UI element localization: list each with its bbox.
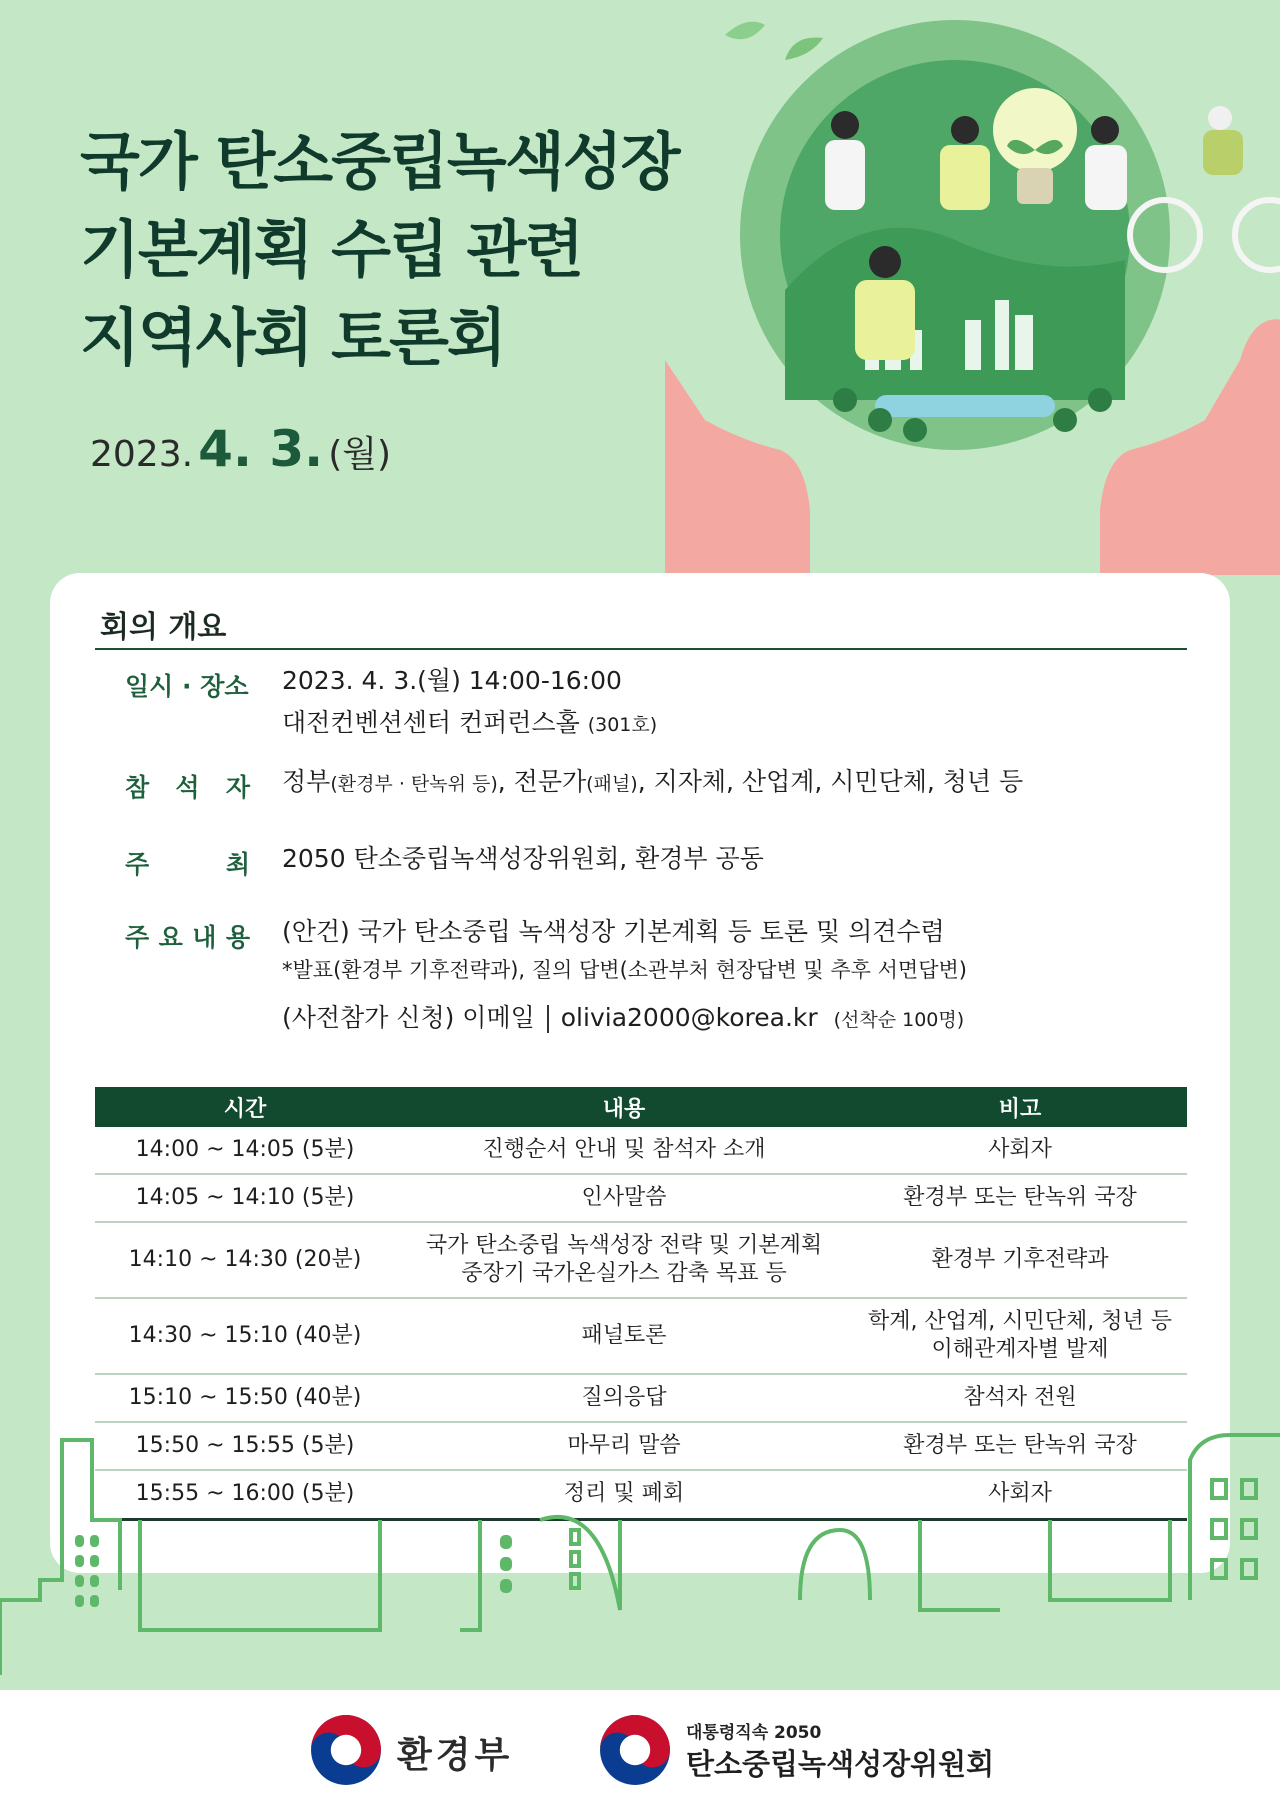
schedule-datetime: 2023. 4. 3.(월) 14:00-16:00 — [282, 666, 622, 695]
cell-note: 사회자 — [853, 1470, 1187, 1519]
leaf-icon — [785, 37, 823, 60]
info-row-content — [125, 918, 1185, 1038]
table-row — [95, 1222, 1187, 1298]
content-main: (안건) 국가 탄소중립 녹색성장 기본계획 등 토론 및 의견수렴 — [282, 917, 945, 946]
cell-note: 참석자 전원 — [853, 1374, 1187, 1422]
header-content: 내용 — [395, 1087, 853, 1127]
cell-content-line: 중장기 국가온실가스 감축 목표 등 — [461, 1261, 787, 1286]
registration-label: (사전참가 신청) 이메일 — [282, 1003, 535, 1032]
label-schedule: 일시 · 장소 — [125, 672, 249, 701]
section-divider — [95, 648, 1187, 650]
label-attendees: 참 석 자 — [125, 773, 250, 802]
value-host: 2050 탄소중립녹색성장위원회, 환경부 공동 — [282, 844, 764, 873]
label-host: 주 최 — [125, 850, 250, 879]
table-row — [95, 1298, 1187, 1374]
date-day-of-week: (월) — [328, 434, 392, 475]
title-line-3: 지역사회 토론회 — [80, 301, 505, 374]
org-subtitle-committee: 대통령직속 2050 — [686, 1723, 822, 1743]
section-heading: 회의 개요 — [100, 610, 227, 645]
date-month-day: 4. 3. — [198, 420, 324, 478]
cell-note-line: 학계, 산업계, 시민단체, 청년 등 — [868, 1309, 1172, 1334]
page-title — [80, 118, 679, 382]
value-schedule — [282, 660, 657, 746]
cell-time: 14:10 ~ 14:30 (20분) — [95, 1222, 395, 1298]
registration — [282, 997, 967, 1041]
title-line-2: 기본계획 수립 관련 — [80, 213, 583, 286]
info-row-host — [125, 845, 1185, 885]
cell-content: 질의응답 — [395, 1374, 853, 1422]
cell-content: 패널토론 — [395, 1298, 853, 1374]
value-content — [282, 911, 967, 1041]
green-globe-illustration — [665, 0, 1280, 575]
event-date — [90, 420, 391, 478]
cell-time: 14:00 ~ 14:05 (5분) — [95, 1127, 395, 1174]
info-row-schedule — [125, 667, 1185, 747]
cell-time: 14:05 ~ 14:10 (5분) — [95, 1174, 395, 1222]
title-line-1: 국가 탄소중립녹색성장 — [80, 125, 679, 198]
cell-content: 정리 및 폐회 — [395, 1470, 853, 1519]
attendee-gov: 정부 — [282, 767, 331, 796]
attendee-others: , 지자체, 산업계, 시민단체, 청년 등 — [637, 767, 1024, 796]
attendee-gov-detail: (환경부 · 탄녹위 등) — [330, 773, 498, 795]
attendee-experts: , 전문가 — [497, 767, 587, 796]
date-year: 2023. — [90, 434, 194, 475]
table-header-row — [95, 1087, 1187, 1127]
table-row — [95, 1374, 1187, 1422]
content-sub: *발표(환경부 기후전략과), 질의 답변(소관부처 현장답변 및 추후 서면답변) — [282, 958, 967, 982]
venue-room: (301호) — [587, 714, 658, 736]
city-outline-decoration — [0, 1420, 1280, 1690]
info-row-attendees — [125, 768, 1185, 808]
org-name-ministry: 환경부 — [397, 1735, 514, 1776]
label-content: 주 요 내 용 — [125, 923, 250, 952]
cell-content: 마무리 말씀 — [395, 1422, 853, 1470]
cell-content: 인사말씀 — [395, 1174, 853, 1222]
cell-time: 15:50 ~ 15:55 (5분) — [95, 1422, 395, 1470]
separator — [547, 1005, 549, 1033]
registration-email[interactable]: olivia2000@korea.kr — [560, 1003, 818, 1032]
cell-time: 15:55 ~ 16:00 (5분) — [95, 1470, 395, 1519]
table-row — [95, 1127, 1187, 1174]
cell-time: 14:30 ~ 15:10 (40분) — [95, 1298, 395, 1374]
cell-note — [853, 1298, 1187, 1374]
registration-note: (선착순 100명) — [833, 1009, 965, 1031]
cell-time: 15:10 ~ 15:50 (40분) — [95, 1374, 395, 1422]
attendee-experts-detail: (패널) — [586, 773, 638, 795]
table-row — [95, 1174, 1187, 1222]
cell-note: 환경부 기후전략과 — [853, 1222, 1187, 1298]
org-name-committee: 탄소중립녹색성장위원회 — [686, 1747, 995, 1781]
cell-note: 환경부 또는 탄녹위 국장 — [853, 1174, 1187, 1222]
header-note: 비고 — [853, 1087, 1187, 1127]
cell-content: 진행순서 안내 및 참석자 소개 — [395, 1127, 853, 1174]
taegeuk-logo-icon — [308, 1712, 384, 1788]
cell-content-line: 국가 탄소중립 녹색성장 전략 및 기본계획 — [425, 1233, 823, 1258]
cell-note: 사회자 — [853, 1127, 1187, 1174]
value-attendees — [282, 761, 1023, 805]
taegeuk-logo-icon — [597, 1712, 673, 1788]
venue-name: 대전컨벤션센터 컨퍼런스홀 — [282, 708, 580, 737]
cell-note: 환경부 또는 탄녹위 국장 — [853, 1422, 1187, 1470]
cell-content — [395, 1222, 853, 1298]
header-time: 시간 — [95, 1087, 395, 1127]
cell-note-line: 이해관계자별 발제 — [931, 1337, 1109, 1362]
leaf-icon — [725, 22, 765, 40]
schedule-venue — [282, 702, 657, 746]
